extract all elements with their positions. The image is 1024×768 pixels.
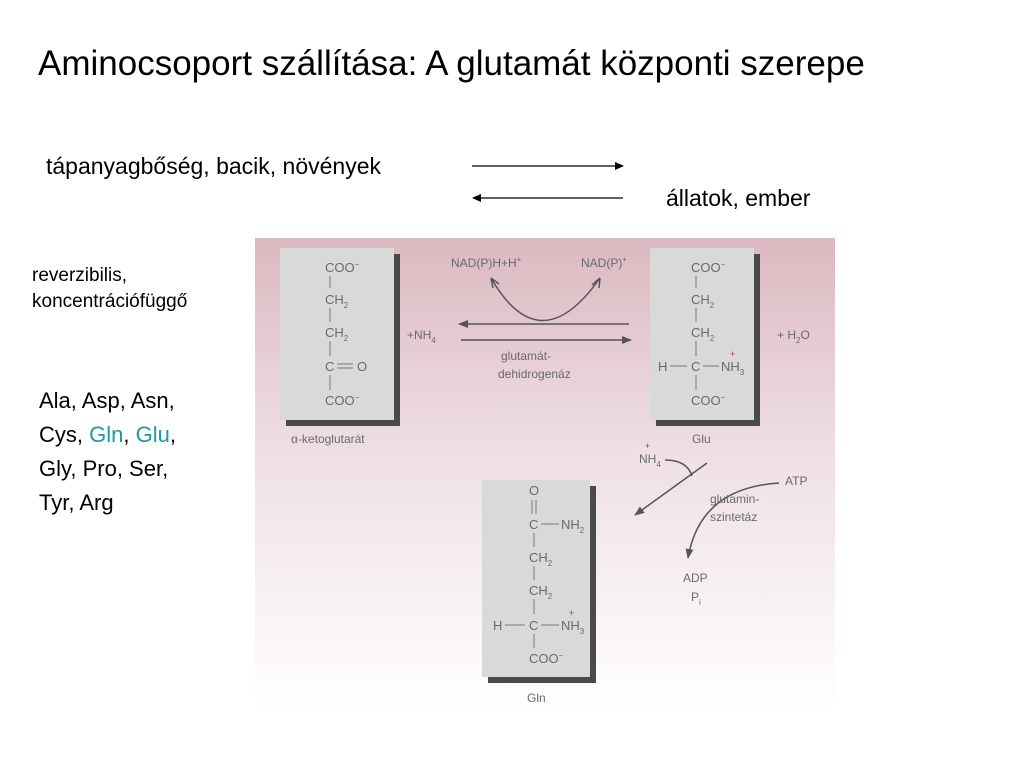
glu-ch2-2: $CH_2$ (691, 325, 715, 343)
glu-alpha-c: C (691, 359, 701, 374)
akg-coo-top: COO− (325, 260, 360, 275)
reversibility-note (32, 263, 187, 315)
glutamate-reaction-figure (255, 238, 835, 710)
akg-name: α-ketoglutarát (291, 432, 365, 446)
water-label: + $H_2O$ (777, 328, 810, 345)
gln-ch2-2: $CH_2$ (529, 583, 553, 601)
gln-ch2-1: $CH_2$ (529, 550, 553, 568)
glu-h: H (658, 359, 668, 374)
aa-line2 (39, 418, 176, 452)
glu-coo-bottom: COO− (691, 393, 726, 408)
aa-cys: Cys, (39, 422, 90, 447)
ammonium-label: $+NH_4$ (407, 328, 436, 345)
glu-ch2-1: $CH_2$ (691, 292, 715, 310)
alpha-ketoglutarate-structure (280, 248, 400, 446)
slide-title: Aminocsoport szállítása: A glutamát központi szerepe (38, 44, 865, 83)
amino-acid-list (39, 384, 176, 520)
aa-line1: Ala, Asp, Asn, (39, 388, 175, 413)
gs-enzyme-line1: glutamin- (710, 492, 760, 506)
glutamine-structure (482, 480, 596, 705)
aa-separator: , (123, 422, 136, 447)
atp-label: ATP (785, 474, 808, 488)
aa-line4: Tyr, Arg (39, 490, 114, 515)
gln-plus: + (569, 608, 575, 618)
gln-nh2: $NH_2$ (561, 517, 585, 535)
gln-h: H (493, 618, 503, 633)
glu-name: Glu (692, 432, 711, 446)
nadp-label: NAD(P)+ (581, 255, 628, 270)
akg-coo-bottom: COO− (325, 393, 360, 408)
gs-nh4-plus: + (645, 441, 651, 451)
glu-coo-top: COO− (691, 260, 726, 275)
forward-direction-label: tápanyagbőség, bacik, növények (46, 153, 382, 179)
reverse-direction-label: állatok, ember (666, 185, 811, 211)
glu-plus: + (730, 349, 736, 359)
gln-name: Gln (527, 691, 546, 705)
gln-coo-bottom: COO− (529, 651, 564, 666)
gs-enzyme-line2: szintetáz (710, 510, 758, 524)
gs-ammonium: $NH_4$ (639, 452, 661, 469)
gln-alpha-c: C (529, 618, 539, 633)
reversibility-line1: reverzibilis, (32, 265, 128, 286)
aa-comma: , (169, 422, 176, 447)
gln-o: O (529, 483, 540, 498)
reversibility-line2: koncentrációfüggő (32, 291, 188, 312)
gln-amide-c: C (529, 517, 539, 532)
nadph-label: NAD(P)H+H+ (451, 255, 522, 270)
gdh-enzyme-line1: glutamát- (501, 349, 552, 363)
glutamate-structure (650, 248, 760, 446)
gln-nh3: $NH_3$ (561, 618, 585, 636)
akg-carbonyl-o: O (357, 359, 368, 374)
akg-carbonyl-c: C (325, 359, 335, 374)
pi-label: $P_i$ (691, 590, 701, 607)
gdh-enzyme-line2: dehidrogenáz (498, 367, 571, 381)
akg-ch2-1: $CH_2$ (325, 292, 349, 310)
akg-ch2-2: $CH_2$ (325, 325, 349, 343)
aa-gln-highlight: Gln (89, 422, 124, 447)
aa-line3: Gly, Pro, Ser, (39, 456, 169, 481)
glu-nh3: $NH_3$ (721, 359, 745, 377)
aa-glu-highlight: Glu (135, 422, 170, 447)
adp-label: ADP (683, 571, 708, 585)
direction-arrows (465, 155, 635, 207)
